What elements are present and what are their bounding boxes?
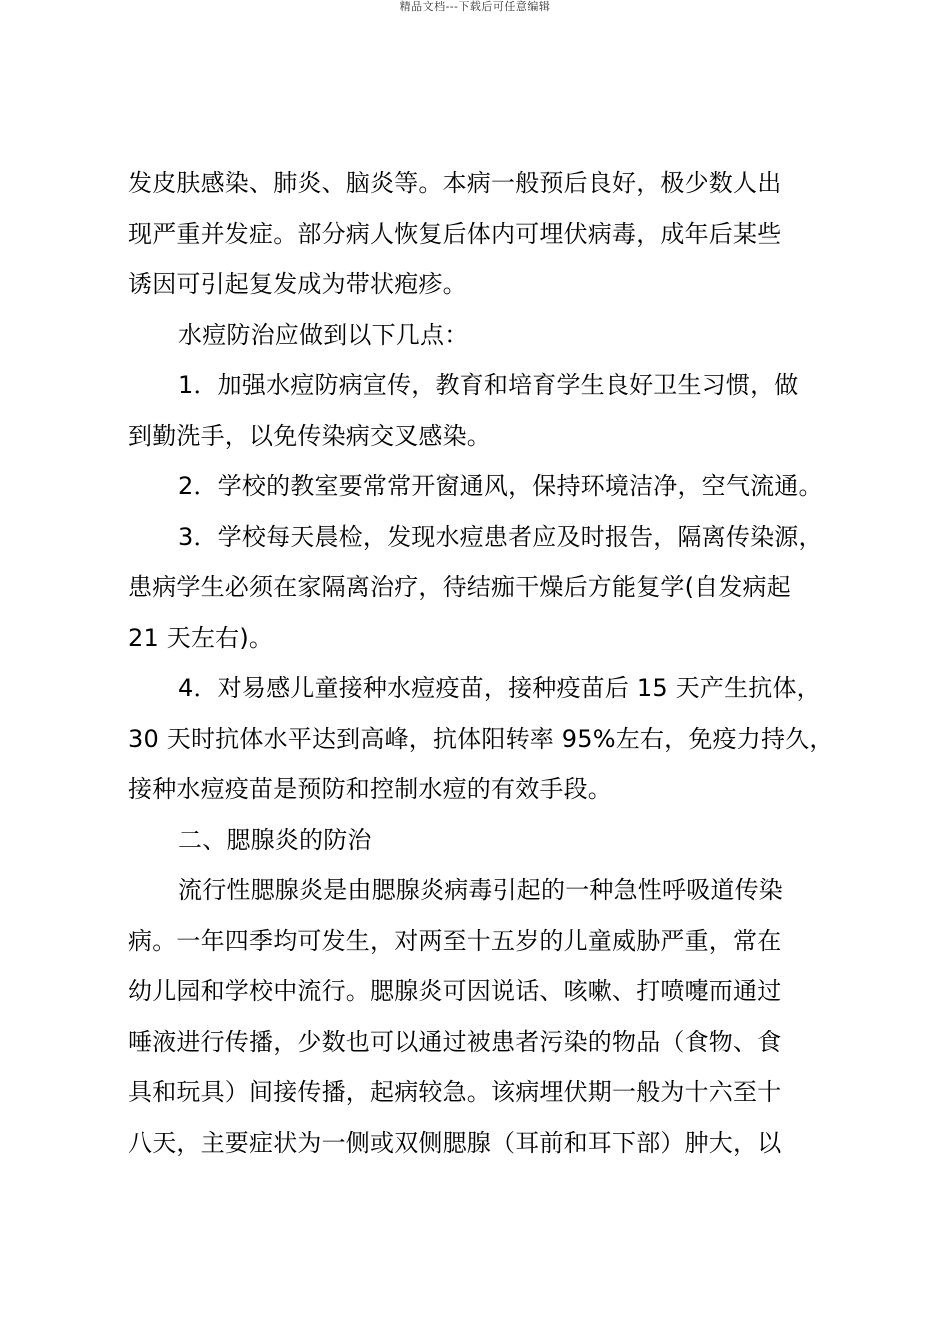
list-item-4: 4．对易感儿童接种水痘疫苗，接种疫苗后 15 天产生抗体， [178,674,821,702]
text-line: 到勤洗手，以免传染病交叉感染。 [128,421,491,450]
text-line: 病。一年四季均可发生，对两至十五岁的儿童威胁严重，常在 [128,926,782,955]
list-item-2: 2．学校的教室要常常开窗通风，保持环境洁净，空气流通。 [178,472,823,500]
text-line: 诱因可引起复发成为带状疱疹。 [128,270,467,298]
text-line: 幼儿园和学校中流行。腮腺炎可因说话、咳嗽、打喷嚏而通过 [128,977,782,1005]
text-line: 具和玩具）间接传播，起病较急。该病埋伏期一般为十六至十 [128,1078,782,1106]
text-line: 接种水痘疫苗是预防和控制水痘的有效手段。 [128,775,612,803]
list-item-3: 3．学校每天晨检，发现水痘患者应及时报告，隔离传染源， [178,522,823,551]
text-line: 八天，主要症状为一侧或双侧腮腺（耳前和耳下部）肿大，以 [128,1128,782,1157]
section-heading: 二、腮腺炎的防治 [178,825,372,854]
text-line: 患病学生必须在家隔离治疗，待结痂干燥后方能复学(自发病起 [128,573,791,601]
text-line: 发皮肤感染、肺炎、脑炎等。本病一般预后良好，极少数人出 [128,169,782,197]
page-header: 精品文档---下载后可任意编辑 [399,0,551,13]
text-line: 流行性腮腺炎是由腮腺炎病毒引起的一种急性呼吸道传染 [178,876,783,904]
text-line: 现严重并发症。部分病人恢复后体内可埋伏病毒，成年后某些 [128,219,782,248]
document-body [128,158,848,1168]
text-line: 21 天左右)。 [128,623,274,652]
text-line: 30 天时抗体水平达到高峰，抗体阳转率 95%左右，免疫力持久， [128,724,834,753]
list-item-1: 1．加强水痘防病宣传，教育和培育学生良好卫生习惯，做 [178,371,799,399]
paragraph-heading: 水痘防治应做到以下几点： [178,320,469,349]
text-line: 唾液进行传播，少数也可以通过被患者污染的物品（食物、食 [128,1027,782,1056]
